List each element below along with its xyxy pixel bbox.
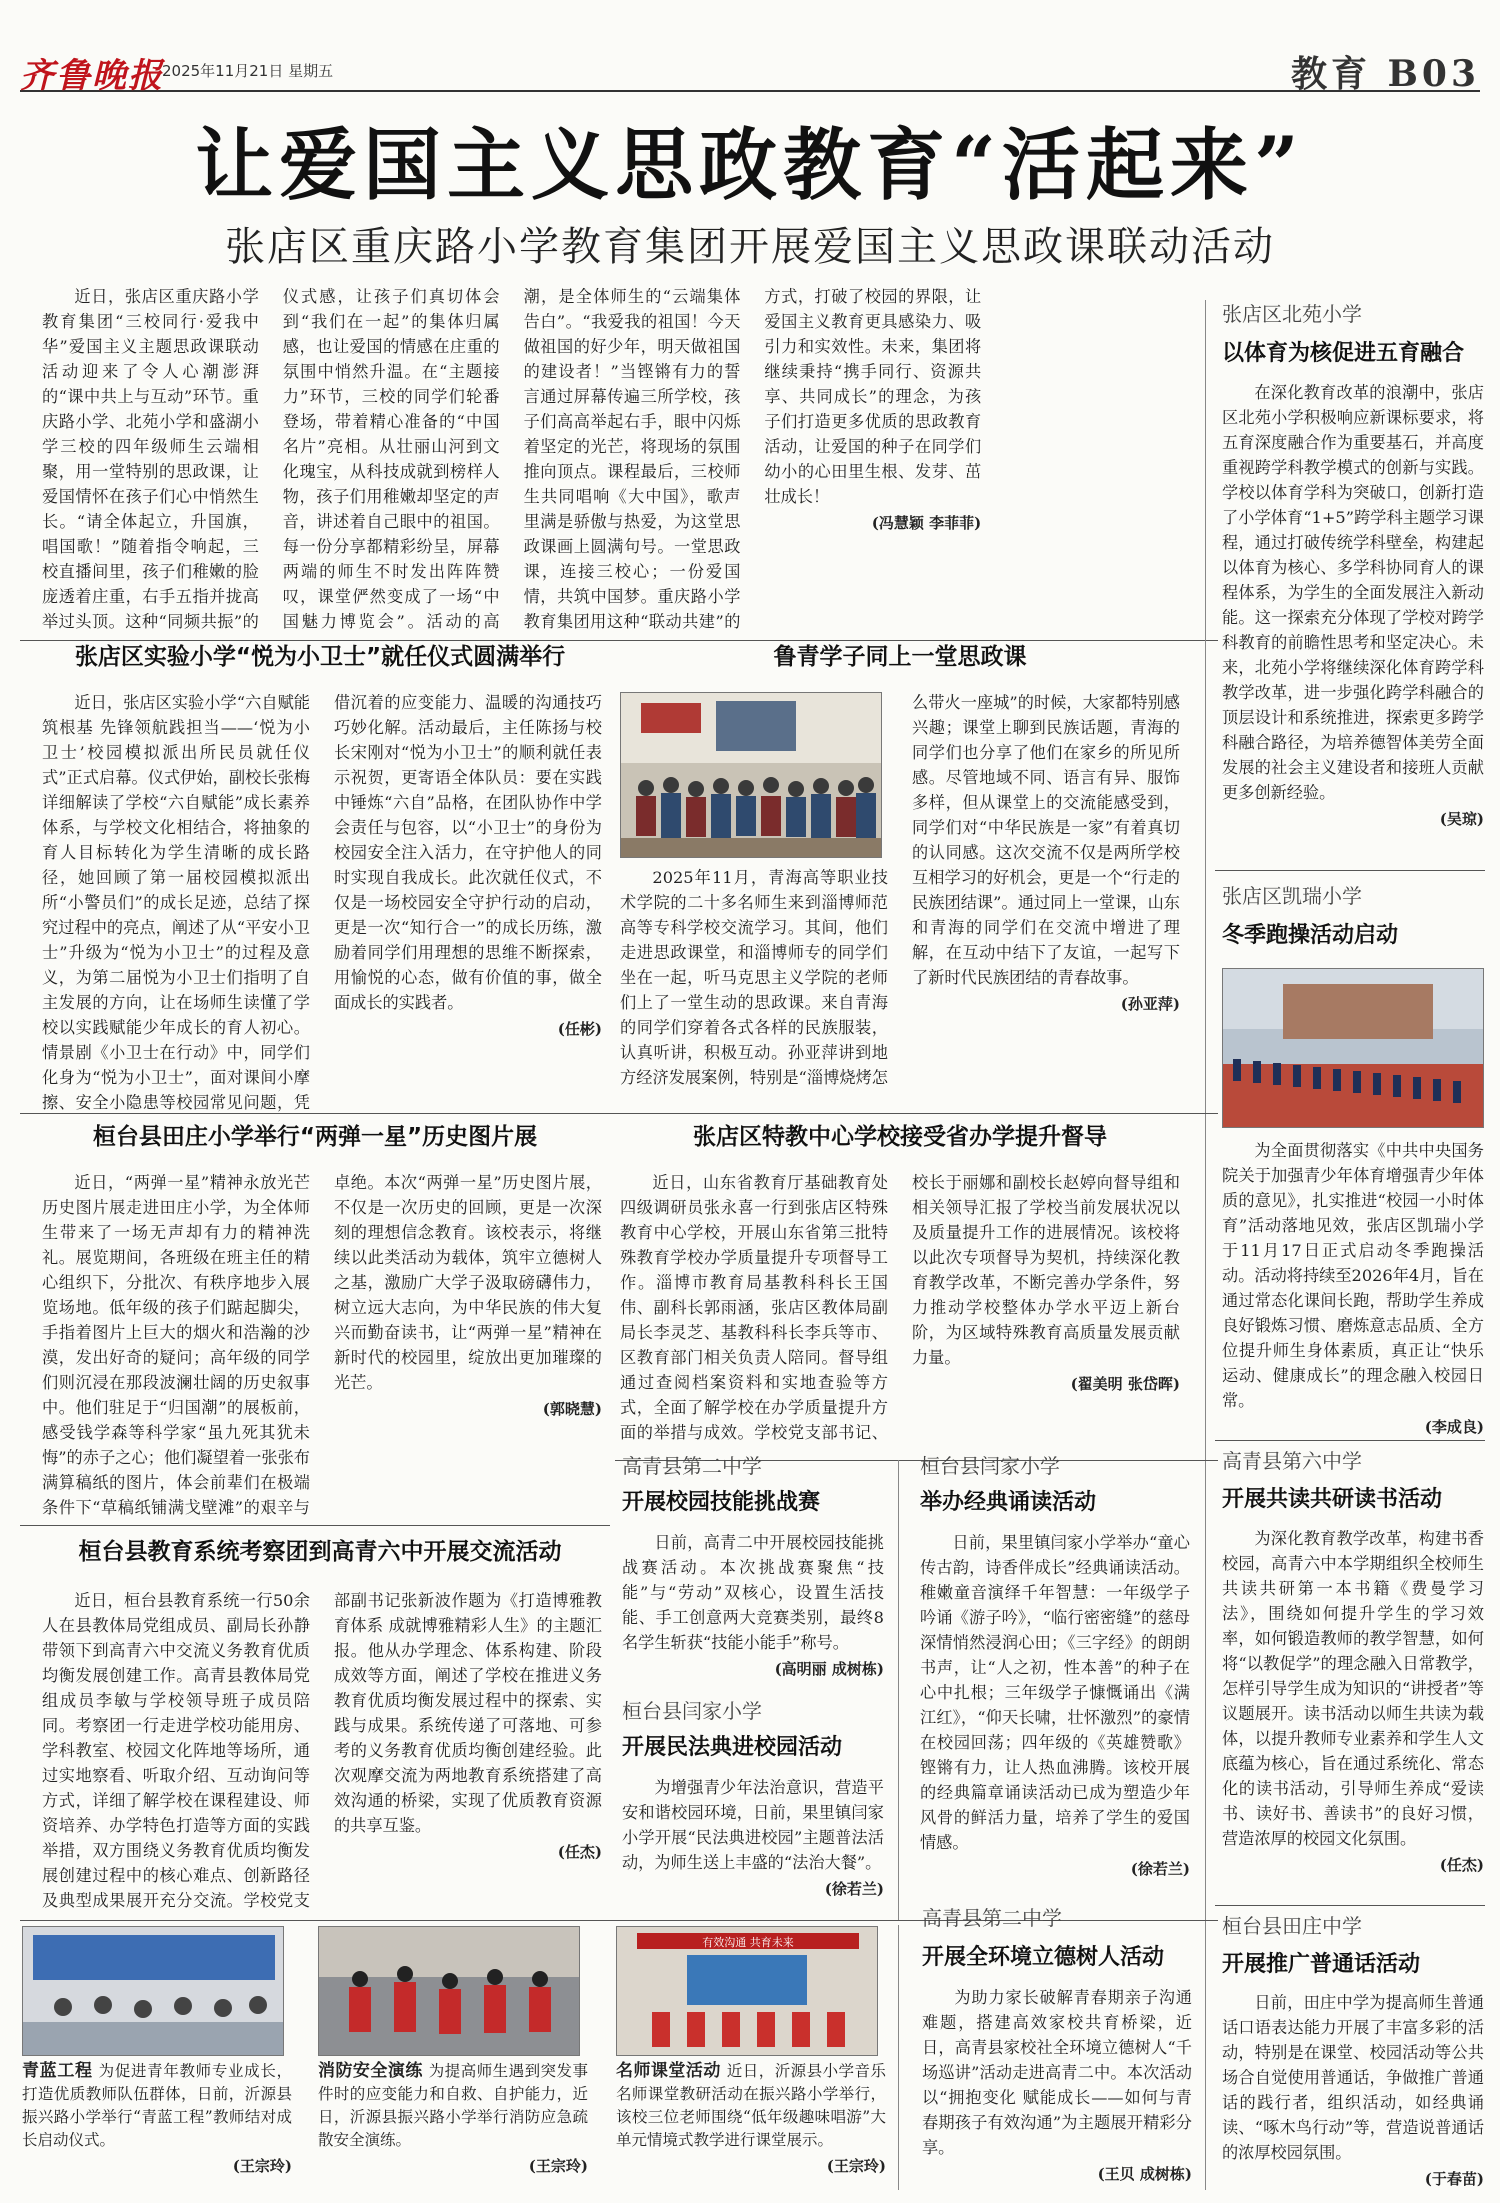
newspaper-logo: 齐鲁晚报 — [20, 56, 164, 96]
article-a1 — [42, 690, 602, 1115]
caption-text: 近日，沂源县小学音乐名师课堂教研活动在振兴路小学举行，该校三位老师围绕“低年级趣味唱游”大单元情境式教学进行课堂展示。 — [616, 2062, 886, 2149]
caption-text: 为提高师生遇到突发事件时的应变能力和自救、自护能力，近日，沂源县振兴路小学举行消防应急疏散安全演练。 — [318, 2062, 588, 2149]
divider — [20, 1525, 610, 1526]
caption-label: 消防安全演练 — [318, 2061, 423, 2081]
article-a5-author: (高明丽 成树栋) — [774, 1660, 884, 1678]
article-a6-text: 为增强青少年法治意识，营造平安和谐校园环境，日前，果里镇闫家小学开展“民法典进校园”主题普法活动，为师生送上丰盛的“法治大餐”。 — [622, 1778, 884, 1872]
photo-qinglan — [22, 1926, 284, 2056]
issue-date: 2025年11月21日 星期五 — [162, 62, 334, 80]
caption-text: 为促进青年教师专业成长，打造优质教师队伍群体，日前，沂源县振兴路小学举行“青蓝工程”教师结对成长启动仪式。 — [22, 2062, 292, 2149]
right-article-1-author: (吴琼) — [1439, 810, 1484, 828]
article-a8 — [42, 1588, 602, 1918]
article-kicker-a6: 桓台县闫家小学 — [622, 1699, 762, 1723]
divider — [1215, 870, 1485, 871]
article-a9 — [922, 1985, 1192, 2190]
right-article-3-text: 为深化教育教学改革，构建书香校园，高青六中本学期组织全校师生共读共研第一本书籍《费曼学习法》，围绕如何提升学生的学习效率，如何锻造教师的教学智慧，如何将“以教促学”的理念融入日常教学，怎样引导学生成为知识的“讲授者”等议题展开。读书活动以师生共读为载体，以提升教师专业素养和学生人文底蕴为核心，旨在通过系统化、常态化的读书活动，引导师生养成“爱读书、读好书、善读书”的良好习惯，营造浓厚的校园文化氛围。 — [1222, 1529, 1484, 1848]
article-a6 — [622, 1775, 884, 1925]
caption-author: (王宗玲) — [528, 2157, 588, 2175]
article-title-a7: 举办经典诵读活动 — [920, 1490, 1097, 1515]
caption-fire-drill — [318, 2060, 588, 2190]
lead-article — [42, 284, 1222, 634]
right-article-2-author: (李成良) — [1424, 1418, 1484, 1436]
masthead — [20, 40, 1480, 96]
article-title-a2: 鲁青学子同上一堂思政课 — [773, 644, 1027, 670]
article-a4-author: (翟美明 张岱晖) — [1070, 1375, 1180, 1393]
section-label: 教育 B03 — [1290, 53, 1480, 95]
article-title-a4: 张店区特教中心学校接受省办学提升督导 — [693, 1124, 1107, 1150]
caption-label: 名师课堂活动 — [616, 2061, 721, 2081]
article-a3-text: 近日，“两弹一星”精神永放光芒历史图片展走进田庄小学，为全体师生带来了一场无声却有力的精神洗礼。展览期间，各班级在班主任的精心组织下，分批次、有秩序地步入展览场地。低年级的孩子们踮起脚尖，手指着图片上巨大的烟火和浩瀚的沙漠，发出好奇的疑问；高年级的同学们则沉浸在那段波澜壮阔的历史叙事中。他们驻足于“归国潮”的展板前，感受钱学森等科学家“虽九死其犹未悔”的赤子之心；他们凝望着一张张布满算稿纸的图片，体会前辈们在极端条件下“草稿纸铺满戈壁滩”的艰辛与卓绝。本次“两弹一星”历史图片展，不仅是一次历史的回顾，更是一次深刻的理想信念教育。该校表示，将继续以此类活动为载体，筑牢立德树人之基，激励广大学子汲取磅礴伟力，树立远大志向，为中华民族的伟大复兴而勤奋读书，让“两弹一星”精神在新时代的校园里，绽放出更加璀璨的光芒。 — [42, 1173, 602, 1517]
article-a9-author: (王贝 成树栋) — [1097, 2165, 1192, 2183]
photo-fire-drill-image — [319, 1927, 580, 2056]
right-title-1: 以体育为核促进五育融合 — [1222, 341, 1465, 366]
photo-qinglan-image — [23, 1927, 284, 2056]
article-a2-author: (孙亚萍) — [1120, 995, 1180, 1013]
right-article-3-author: (任杰) — [1439, 1856, 1484, 1874]
right-kicker-1: 张店区北苑小学 — [1222, 302, 1362, 326]
article-a2-text: 2025年11月，青海高等职业技术学院的二十多名师生来到淄博师范高等专科学校交流学习。其间，他们走进思政课堂，和淄博师专的同学们坐在一起，听马克思主义学院的老师们上了一堂生动的思政课。来自青海的同学们穿着各式各样的民族服装，认真听讲，积极互动。孙亚萍讲到地方经济发展案例，特别是“淄博烧烤怎么带火一座城”的时候，大家都特别感兴趣；课堂上聊到民族话题，青海的同学们也分享了他们在家乡的所见所感。尽管地域不同、语言有异、服饰多样，但从课堂上的交流能感受到，同学们对“中华民族是一家”有着真切的认同感。这次交流不仅是两所学校互相学习的好机会，更是一个“行走的民族团结课”。通过同上一堂课，山东和青海的同学们在交流中增进了理解，在互动中结下了友谊，一起写下了新时代民族团结的青春故事。 — [620, 693, 1180, 1087]
article-a7 — [920, 1530, 1190, 1915]
caption-author: (王宗玲) — [826, 2157, 886, 2175]
article-a8-text: 近日，桓台县教育系统一行50余人在县教体局党组成员、副局长孙静带领下到高青六中交流义务教育优质均衡发展创建工作。高青县教体局党组成员李敏与学校领导班子成员陪同。考察团一行走进学校功能用房、学科教室、校园文化阵地等场所，通过实地察看、听取介绍、互动询问等方式，详细了解学校在课程建设、师资培养、办学特色打造等方面的实践举措，双方围绕义务教育优质均衡发展创建过程中的核心难点、创新路径及典型成果展开充分交流。学校党支部副书记张新波作题为《打造博雅教育体系 成就博雅精彩人生》的主题汇报。他从办学理念、体系构建、阶段成效等方面，阐述了学校在推进义务教育优质均衡发展过程中的探索、实践与成果。系统传递了可落地、可参考的义务教育优质均衡创建经验。此次观摩交流为两地教育系统搭建了高效沟通的桥梁，实现了优质教育资源的共享互鉴。 — [42, 1591, 602, 1910]
caption-qinglan — [22, 2060, 292, 2190]
divider — [898, 1460, 899, 1920]
running-photo — [1222, 968, 1484, 1128]
caption-label: 青蓝工程 — [22, 2061, 93, 2081]
right-article-3 — [1222, 1526, 1484, 1906]
article-a7-text: 日前，果里镇闫家小学举办“童心传古韵，诗香伴成长”经典诵读活动。稚嫩童音演绎千年智慧：一年级学子吟诵《游子吟》，“临行密密缝”的慈母深情悄然浸润心田；《三字经》的朗朗书声，让“人之初，性本善”的种子在心中扎根；三年级学子慷慨诵出《满江红》，“仰天长啸，壮怀激烈”的豪情在校园回荡；四年级的《英雄赞歌》铿锵有力，让人热血沸腾。该校开展的经典篇章诵读活动已成为塑造少年风骨的鲜活力量，培养了学生的爱国情感。 — [920, 1533, 1190, 1852]
right-article-1-text: 在深化教育改革的浪潮中，张店区北苑小学积极响应新课标要求，将五育深度融合作为重要基石，并高度重视跨学科教学模式的创新与实践。学校以体育学科为突破口，创新打造了小学体育“1+5”跨学科主题学习课程，通过打破传统学科壁垒，构建起以体育为核心、多学科协同育人的课程体系，为学生的全面发展注入新动能。这一探索充分体现了学校对跨学科教育的前瞻性思考和坚定决心。未来，北苑小学将继续深化体育跨学科教学改革，进一步强化跨学科融合的顶层设计和系统推进，探索更多跨学科融合路径，为培养德智体美劳全面发展的社会主义建设者和接班人贡献更多创新经验。 — [1222, 383, 1484, 802]
article-a3 — [42, 1170, 602, 1520]
article-title-a3: 桓台县田庄小学举行“两弹一星”历史图片展 — [92, 1124, 538, 1150]
article-a7-author: (徐若兰) — [1130, 1860, 1190, 1878]
right-article-1 — [1222, 380, 1484, 860]
divider — [1215, 1440, 1485, 1441]
article-a6-author: (徐若兰) — [824, 1880, 884, 1898]
right-article-4-author: (于春苗) — [1424, 2170, 1484, 2188]
photo-music-class — [616, 1926, 878, 2056]
divider — [20, 1113, 1218, 1114]
article-a1-text: 近日，张店区实验小学“六自赋能筑根基 先锋领航践担当——‘悦为小卫士’校园模拟派出所民员就任仪式”正式启幕。仪式伊始，副校长张梅详细解读了学校“六自赋能”成长素养体系，与学校文化相结合，将抽象的育人目标转化为学生清晰的成长路径，她回顾了第一届校园模拟派出所“小警员们”的成长足迹，总结了探究过程中的亮点，阐述了从“平安小卫士”升级为“悦为小卫士”的过程及意义，为第二届悦为小卫士们指明了自主发展的方向，让在场师生读懂了学校以实践赋能少年成长的育人初心。情景剧《小卫士在行动》中，同学们化身为“悦为小卫士”，面对课间小摩擦、安全小隐患等校园常见问题，凭借沉着的应变能力、温暖的沟通技巧巧妙化解。活动最后，主任陈扬与校长宋刚对“悦为小卫士”的顺利就任表示祝贺，更寄语全体队员：要在实践中锤炼“六自”品格，在团队协作中学会责任与包容，以“小卫士”的身份为校园安全注入活力，在守护他人的同时实现自我成长。此次就任仪式，不仅是一场校园安全守护行动的启动，更是一次“知行合一”的成长历练，激励着同学们用理想的思维不断探索，用愉悦的心态，做有价值的事，做全面成长的实践者。 — [42, 693, 602, 1112]
article-kicker-a5: 高青县第二中学 — [622, 1454, 762, 1478]
article-a4-text: 近日，山东省教育厅基础教育处四级调研员张永喜一行到张店区特殊教育中心学校，开展山东省第三批特殊教育学校办学质量提升专项督导工作。淄博市教育局基教科科长王国伟、副科长郭雨涵，张店区教体局副局长李灵芝、基教科科长李兵等市、区教育部门相关负责人陪同。督导组通过查阅档案资料和实地查验等方式，全面了解学校在办学质量提升方面的举措与成效。学校党支部书记、校长于丽娜和副校长赵婷向督导组和相关领导汇报了学校当前发展状况以及质量提升工作的进展情况。该校将以此次专项督导为契机，持续深化教育教学改革，不断完善办学条件，努力推动学校整体办学水平迈上新台阶，为区域特殊教育高质量发展贡献力量。 — [620, 1173, 1180, 1442]
article-a9-text: 为助力家长破解青春期亲子沟通难题，搭建高效家校共育桥梁，近日，高青县家校社全环境立德树人“千场巡讲”活动走进高青二中。本次活动以“拥抱变化 赋能成长——如何与青春期孩子有效沟通”为主题展开精彩分享。 — [922, 1988, 1192, 2157]
article-title-a1: 张店区实验小学“悦为小卫士”就任仪式圆满举行 — [74, 644, 566, 670]
right-article-2-text: 为全面贯彻落实《中共中央国务院关于加强青少年体育增强青少年体质的意见》，扎实推进“校园一小时体育”活动落地见效，张店区凯瑞小学于11月17日正式启动冬季跑操活动。活动将持续至2026年4月，旨在通过常态化课间长跑，帮助学生养成良好锻炼习惯、磨炼意志品质、全方位提升师生身体素质，真正让“快乐运动、健康成长”的理念融入校园日常。 — [1222, 1141, 1484, 1410]
lead-article-text: 近日，张店区重庆路小学教育集团“三校同行·爱我中华”爱国主义主题思政课联动活动迎来了令人心潮澎湃的“课中共上与互动”环节。重庆路小学、北苑小学和盛湖小学三校的四年级师生云端相聚，用一堂特别的思政课，让爱国情怀在孩子们心中悄然生长。“请全体起立，升国旗，唱国歌！”随着指令响起，三校直播间里，孩子们稚嫩的脸庞透着庄重，右手五指并拢高举过头顶。这种“同频共振”的仪式感，让孩子们真切体会到“我们在一起”的集体归属感，也让爱国的情感在庄重的氛围中悄然升温。在“主题接力”环节，三校的同学们轮番登场，带着精心准备的“中国名片”亮相。从壮丽山河到文化瑰宝，从科技成就到榜样人物，孩子们用稚嫩却坚定的声音，讲述着自己眼中的祖国。每一份分享都精彩纷呈，屏幕两端的师生不时发出阵阵赞叹，课堂俨然变成了一场“中国魅力博览会”。活动的高潮，是全体师生的“云端集体告白”。“我爱我的祖国！今天做祖国的好少年，明天做祖国的建设者！”当铿锵有力的誓言通过屏幕传遍三所学校，孩子们高高举起右手，眼中闪烁着坚定的光芒，将现场的氛围推向顶点。课程最后，三校师生共同唱响《大中国》，歌声里满是骄傲与热爱，为这堂思政课画上圆满句号。一堂思政课，连接三校心；一份爱国情，共筑中国梦。重庆路小学教育集团用这种“联动共建”的方式，打破了校园的界限，让爱国主义教育更具感染力、吸引力和实效性。未来，集团将继续秉持“携手同行、资源共享、共同成长”的理念，为孩子们打造更多优质的思政教育活动，让爱国的种子在同学们幼小的心田里生根、发芽、茁壮成长！ — [42, 287, 982, 631]
right-title-4: 开展推广普通话活动 — [1222, 1952, 1421, 1977]
right-kicker-4: 桓台县田庄中学 — [1222, 1914, 1362, 1938]
article-kicker-a9: 高青县第二中学 — [922, 1906, 1062, 1930]
photo-music-class-image — [617, 1927, 878, 2056]
divider — [898, 1925, 899, 2190]
article-a5 — [622, 1530, 884, 1695]
divider — [1205, 300, 1206, 2190]
article-title-a5: 开展校园技能挑战赛 — [622, 1490, 821, 1515]
page-subtitle: 张店区重庆路小学教育集团开展爱国主义思政课联动活动 — [225, 224, 1275, 270]
divider — [1215, 1905, 1485, 1906]
photo-banner-text: 有效沟通 共育未来 — [702, 1936, 794, 1949]
article-title-a9: 开展全环境立德树人活动 — [922, 1945, 1165, 1970]
article-a8-author: (任杰) — [557, 1843, 602, 1861]
article-a5-text: 日前，高青二中开展校园技能挑战赛活动。本次挑战赛聚焦“技能”与“劳动”双核心，设置生活技能、手工创意两大竞赛类别，最终8名学生斩获“技能小能手”称号。 — [622, 1533, 884, 1652]
right-article-4-text: 日前，田庄中学为提高师生普通话口语表达能力开展了丰富多彩的活动，特别是在课堂、校园活动等公共场合自觉使用普通话，争做推广普通话的践行者，组织活动，如经典诵读、“啄木鸟行动”等，营造说普通话的浓厚校园氛围。 — [1222, 1993, 1484, 2162]
right-kicker-3: 高青县第六中学 — [1222, 1449, 1362, 1473]
right-article-2 — [1222, 1138, 1484, 1438]
caption-music-class — [616, 2060, 886, 2190]
photo-fire-drill — [318, 1926, 580, 2056]
right-article-4 — [1222, 1990, 1484, 2190]
article-title-a8: 桓台县教育系统考察团到高青六中开展交流活动 — [78, 1539, 562, 1565]
right-title-3: 开展共读共研读书活动 — [1222, 1487, 1443, 1512]
page-title: 让爱国主义思政教育“活起来” — [195, 120, 1305, 211]
article-a4 — [620, 1170, 1180, 1455]
article-a3-author: (郭晓慧) — [542, 1400, 602, 1418]
right-kicker-2: 张店区凯瑞小学 — [1222, 884, 1362, 908]
lead-article-author: (冯慧颖 李菲菲) — [871, 514, 982, 532]
caption-author: (王宗玲) — [232, 2157, 292, 2175]
running-photo-image — [1223, 969, 1484, 1128]
article-title-a6: 开展民法典进校园活动 — [622, 1735, 843, 1760]
photo-spacer — [620, 690, 888, 865]
article-a1-author: (任彬) — [557, 1020, 602, 1038]
right-title-2: 冬季跑操活动启动 — [1222, 923, 1399, 948]
article-kicker-a7: 桓台县闫家小学 — [920, 1454, 1060, 1478]
article-a2 — [620, 690, 1180, 1100]
